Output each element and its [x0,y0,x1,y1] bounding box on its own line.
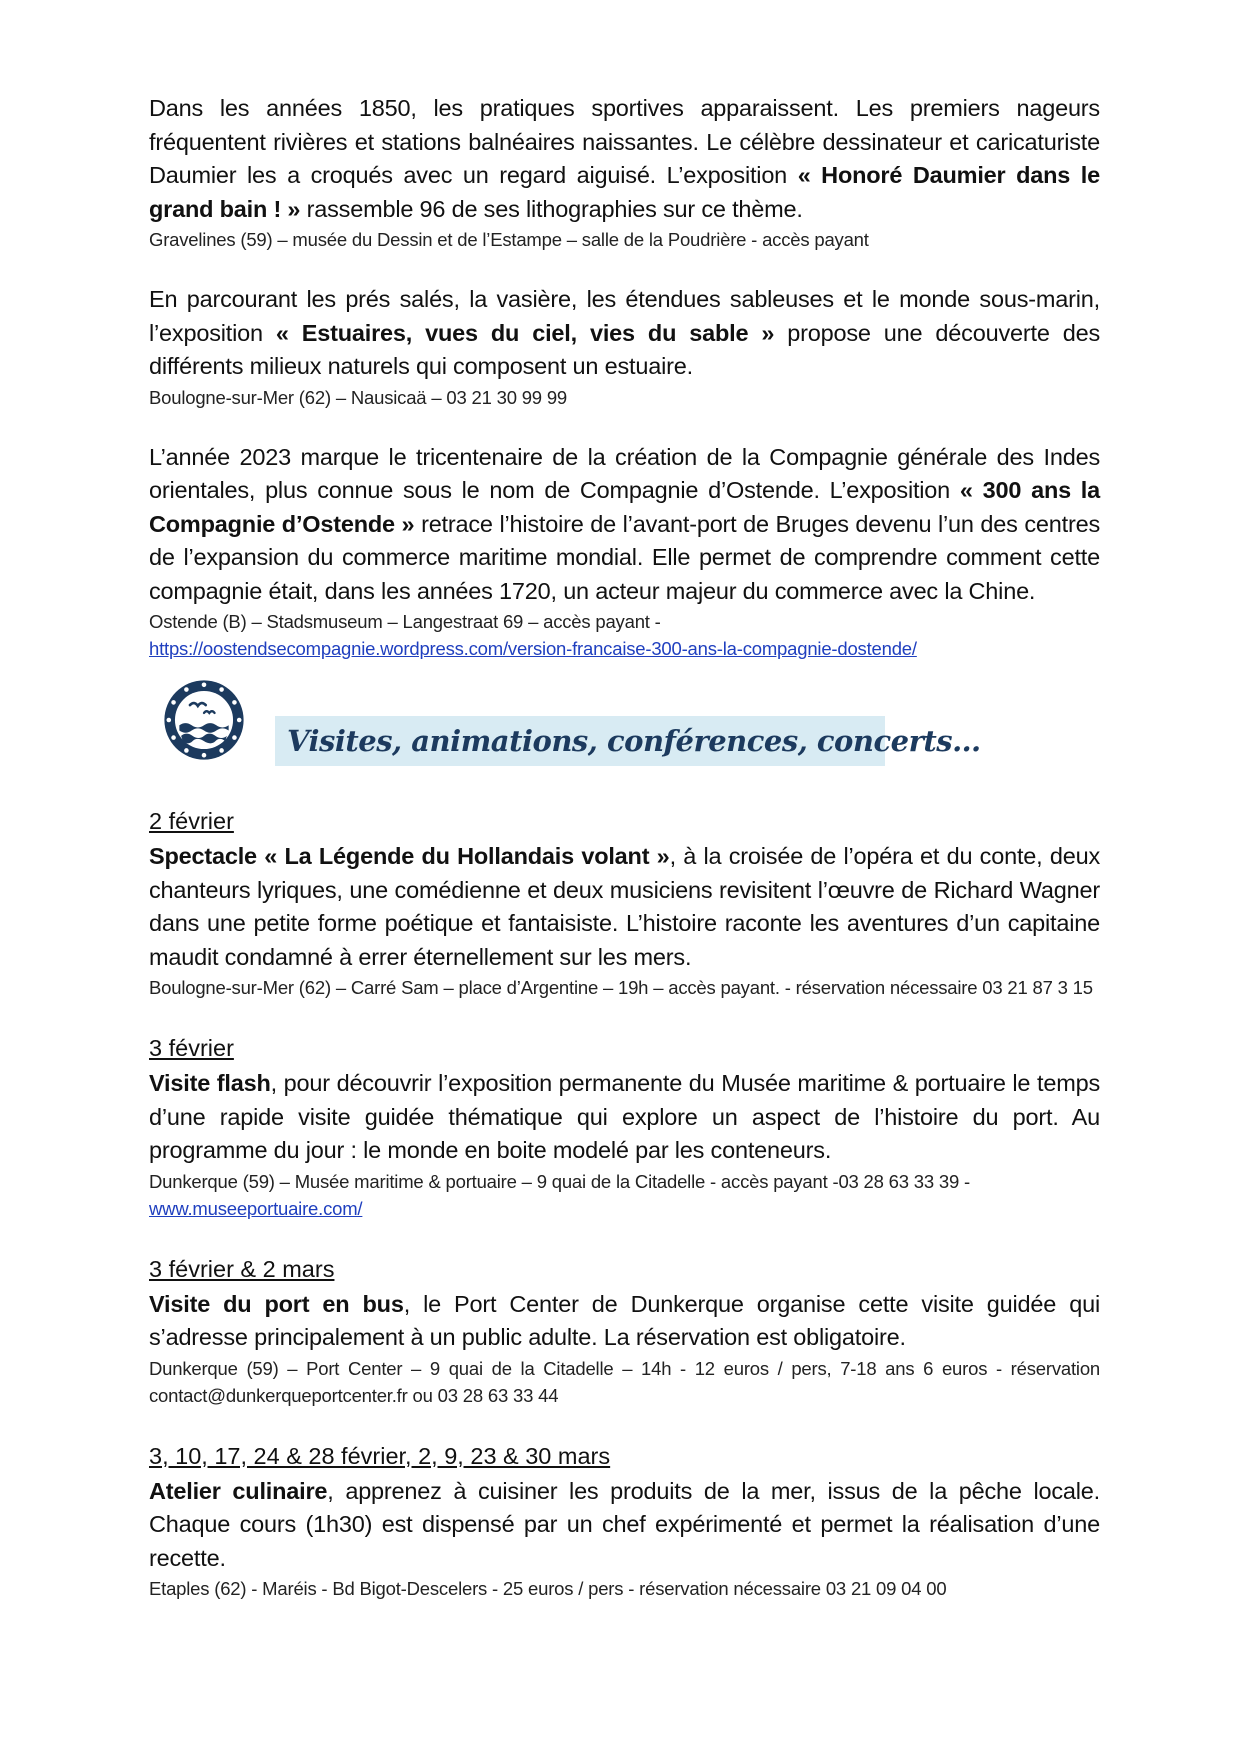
event-date: 3 février & 2 mars [149,1255,335,1282]
description-text: , apprenez à cuisiner les produits de la mer, issus de la pêche locale. Chaque cours (1h30) est dispensé par un chef expérimenté et permet la réalisation d’une recette. [149,1477,1101,1571]
description-text: , le Port Center de Dunkerque organise cette visite guidée qui s’adresse principalement à un public adulte. La réservation est obligatoire. [149,1290,1100,1350]
description-text: En parcourant les prés salés, la vasière, les étendues sableuses et le monde sous-marin, l’exposition [149,286,1100,346]
exposition-daumier [149,92,1100,253]
exposition-estuaires [149,283,1100,411]
event-description [149,1288,1100,1355]
section-banner [275,716,981,766]
exposition-title: « 300 ans la Compagnie d’Ostende » [149,477,1101,537]
description-text: rassemble 96 de ses lithographies sur ce thème. [300,195,803,222]
event-title: Atelier culinaire [149,1477,328,1504]
description-text: Dans les années 1850, les pratiques sportives apparaissent. Les premiers nageurs fréquentent rivières et stations balnéaires naissantes. Le célèbre dessinateur et caricaturiste Daumier les a croqués avec un regard aiguisé. L’exposition [149,95,1100,188]
porthole-seagulls-waves-icon [160,676,248,764]
event-description [149,1067,1100,1168]
exposition-title: « Honoré Daumier dans le grand bain ! » [149,162,1100,222]
exposition-description [149,92,1100,226]
event-title: Spectacle « La Légende du Hollandais volant » [149,843,670,869]
event-info: Boulogne-sur-Mer (62) – Carré Sam – place d’Argentine – 19h – accès payant. - réservation nécessaire 03 21 87 3 15 [149,977,1093,998]
exposition-link-line [149,635,1100,662]
description-text: propose une découverte des différents milieux naturels qui composent un estuaire. [149,319,1100,379]
exposition-info: Boulogne-sur-Mer (62) – Nausicaä – 03 21 30 99 99 [149,386,568,408]
section-header [149,676,1100,786]
event-link-line [149,1195,1100,1222]
event-date: 2 février [149,808,234,834]
event-hollandais-volant [149,804,1100,1001]
event-date: 3 février [149,1035,234,1061]
event-visite-port-bus [149,1252,1100,1409]
event-description [149,1475,1100,1576]
description-text: L’année 2023 marque le tricentenaire de la création de la Compagnie générale des Indes orientales, plus connue sous le nom de Compagnie d’Ostende. L’exposition [149,443,1100,503]
event-info: Dunkerque (59) – Port Center – 9 quai de la Citadelle – 14h - 12 euros / pers, 7-18 ans 6 euros - réservation contact@dunkerqueportcenter.fr ou 03 28 63 33 44 [149,1357,1100,1406]
section-title: Visites, animations, conférences, concerts… [287,724,981,758]
description-text: retrace l’histoire de l’avant-port de Bruges devenu l’un des centres de l’expansion du commerce maritime mondial. Elle permet de comprendre comment cette compagnie était, dans les années 1720, un acteur majeur du commerce avec la Chine. [149,510,1100,604]
event-atelier-culinaire [149,1439,1100,1603]
exposition-info: Ostende (B) – Stadsmuseum – Langestraat 69 – accès payant - [149,611,661,632]
event-description [149,840,1100,974]
exposition-ostende [149,441,1100,663]
event-title: Visite flash [149,1070,271,1096]
exposition-link[interactable]: https://oostendsecompagnie.wordpress.com/version-francaise-300-ans-la-compagnie-dostende/ [149,638,917,659]
exposition-title: « Estuaires, vues du ciel, vies du sable » [275,319,775,346]
event-title: Visite du port en bus [149,1290,404,1317]
description-text: , pour découvrir l’exposition permanente du Musée maritime & portuaire le temps d’une rapide visite guidée thématique qui explore un aspect de l’histoire du port. Au programme du jour : le monde en boite modelé par les conteneurs. [149,1070,1100,1163]
description-text: , à la croisée de l’opéra et du conte, deux chanteurs lyriques, une comédienne et deux musiciens revisitent l’œuvre de Richard Wagner dans une petite forme poétique et fantaisiste. L’histoire raconte les aventures d’un capitaine maudit condamné à errer éternellement sur les mers. [149,843,1100,970]
event-info: Dunkerque (59) – Musée maritime & portuaire – 9 quai de la Citadelle - accès payant -03 28 63 33 39 - [149,1170,970,1192]
document-page [149,92,1100,1632]
event-visite-flash [149,1031,1100,1222]
exposition-description [149,441,1100,609]
event-info: Etaples (62) - Maréis - Bd Bigot-Descelers - 25 euros / pers - réservation nécessaire 03 21 09 04 00 [149,1578,947,1599]
exposition-info: Gravelines (59) – musée du Dessin et de l’Estampe – salle de la Poudrière - accès payant [149,229,869,250]
event-link[interactable]: www.museeportuaire.com/ [149,1197,363,1219]
event-date: 3, 10, 17, 24 & 28 février, 2, 9, 23 & 30 mars [149,1442,611,1469]
exposition-description [149,283,1100,384]
